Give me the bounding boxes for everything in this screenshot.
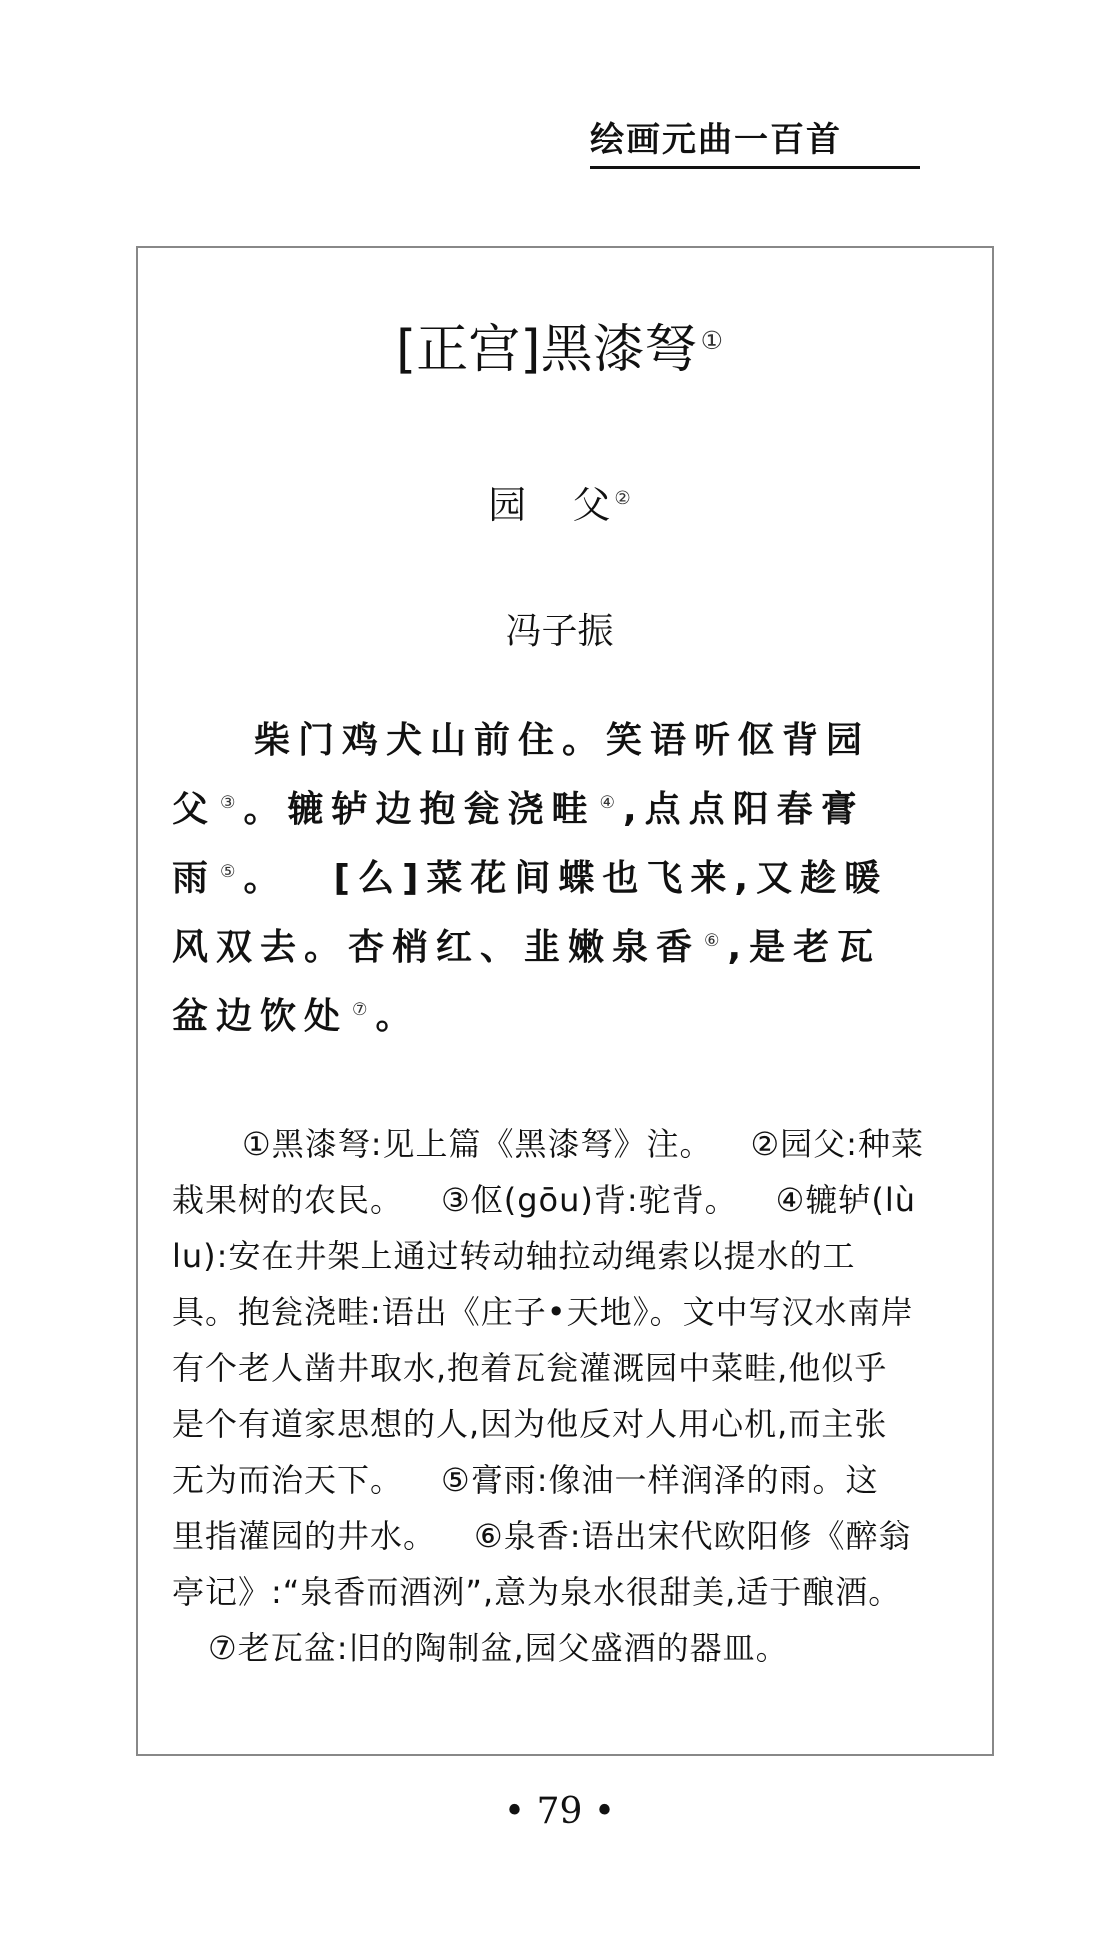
poem-title (0, 318, 1119, 382)
poem-text: 。辘轳边抱瓮浇畦 (243, 789, 596, 830)
author-name: 冯子振 (505, 611, 614, 652)
poem-line-5 (172, 982, 962, 1051)
note-line (172, 1620, 962, 1676)
note-text: 无为而治天下。 (172, 1461, 404, 1499)
poem-text: ,点点阳春膏 (623, 789, 865, 830)
note-text: 有个老人凿井取水,抱着瓦瓮灌溉园中菜畦,他似乎 (172, 1349, 888, 1387)
footnote-mark-1: ① (700, 325, 723, 355)
poem-text: [么]菜花间蝶也飞来,又趁暖 (333, 858, 889, 899)
poem-subtitle (0, 480, 1119, 530)
subtitle-part-2: 父 (572, 483, 611, 527)
poem-text: 父 (172, 789, 217, 830)
note-text: ⑥泉香:语出宋代欧阳修《醉翁 (474, 1517, 912, 1555)
note-line (172, 1340, 962, 1396)
note-line (172, 1172, 962, 1228)
poem-text: 。 (243, 858, 288, 899)
poem-text: ,是老瓦 (727, 927, 882, 968)
note-line (172, 1508, 962, 1564)
note-line (172, 1284, 962, 1340)
note-line (172, 1452, 962, 1508)
poem-text: 雨 (172, 858, 217, 899)
poem-text: 。 (375, 996, 420, 1037)
footnote-mark-4: ④ (599, 793, 623, 813)
poem-line-3 (172, 844, 962, 913)
poem-text: 盆边饮处 (172, 996, 349, 1037)
running-header: 绘画元曲一百首 (590, 120, 920, 169)
poem-line-2 (172, 775, 962, 844)
note-text: lu):安在井架上通过转动轴拉动绳索以提水的工 (172, 1237, 856, 1275)
note-line (172, 1228, 962, 1284)
poem-line-4 (172, 913, 962, 982)
footnote-mark-5: ⑤ (220, 862, 244, 882)
note-text: 栽果树的农民。 (172, 1181, 404, 1219)
footnote-mark-7: ⑦ (352, 1000, 376, 1020)
poem-text: 柴门鸡犬山前住。笑语听伛背园 (254, 720, 871, 761)
footnote-mark-3: ③ (220, 793, 244, 813)
footnote-mark-6: ⑥ (704, 931, 728, 951)
note-text: ⑦老瓦盆:旧的陶制盆,园父盛酒的器皿。 (208, 1629, 789, 1667)
note-text: ②园父:种菜 (750, 1125, 924, 1163)
subtitle-part-1: 园 (488, 483, 527, 527)
note-line (172, 1564, 962, 1620)
poem-body (172, 706, 962, 1051)
page-number: • 79 • (503, 1791, 616, 1832)
footnote-mark-2: ② (614, 488, 631, 510)
note-text: ⑤膏雨:像油一样润泽的雨。这 (441, 1461, 879, 1499)
poem-title-text: [正宫]黑漆弩 (396, 320, 697, 380)
note-text: ①黑漆弩:见上篇《黑漆弩》注。 (242, 1125, 713, 1163)
note-text: ③伛(gōu)背:驼背。 (441, 1181, 738, 1219)
note-text: 具。抱瓮浇畦:语出《庄子•天地》。文中写汉水南岸 (172, 1293, 914, 1331)
footnotes (172, 1116, 962, 1676)
note-text: 是个有道家思想的人,因为他反对人用心机,而主张 (172, 1405, 888, 1443)
note-text: ④辘轳(lù (775, 1181, 916, 1219)
poem-line-1 (172, 706, 962, 775)
poem-text: 风双去。杏梢红、韭嫩泉香 (172, 927, 701, 968)
note-line (172, 1116, 962, 1172)
note-text: 亭记》:“泉香而酒洌”,意为泉水很甜美,适于酿酒。 (172, 1573, 902, 1611)
note-line (172, 1396, 962, 1452)
note-text: 里指灌园的井水。 (172, 1517, 437, 1555)
